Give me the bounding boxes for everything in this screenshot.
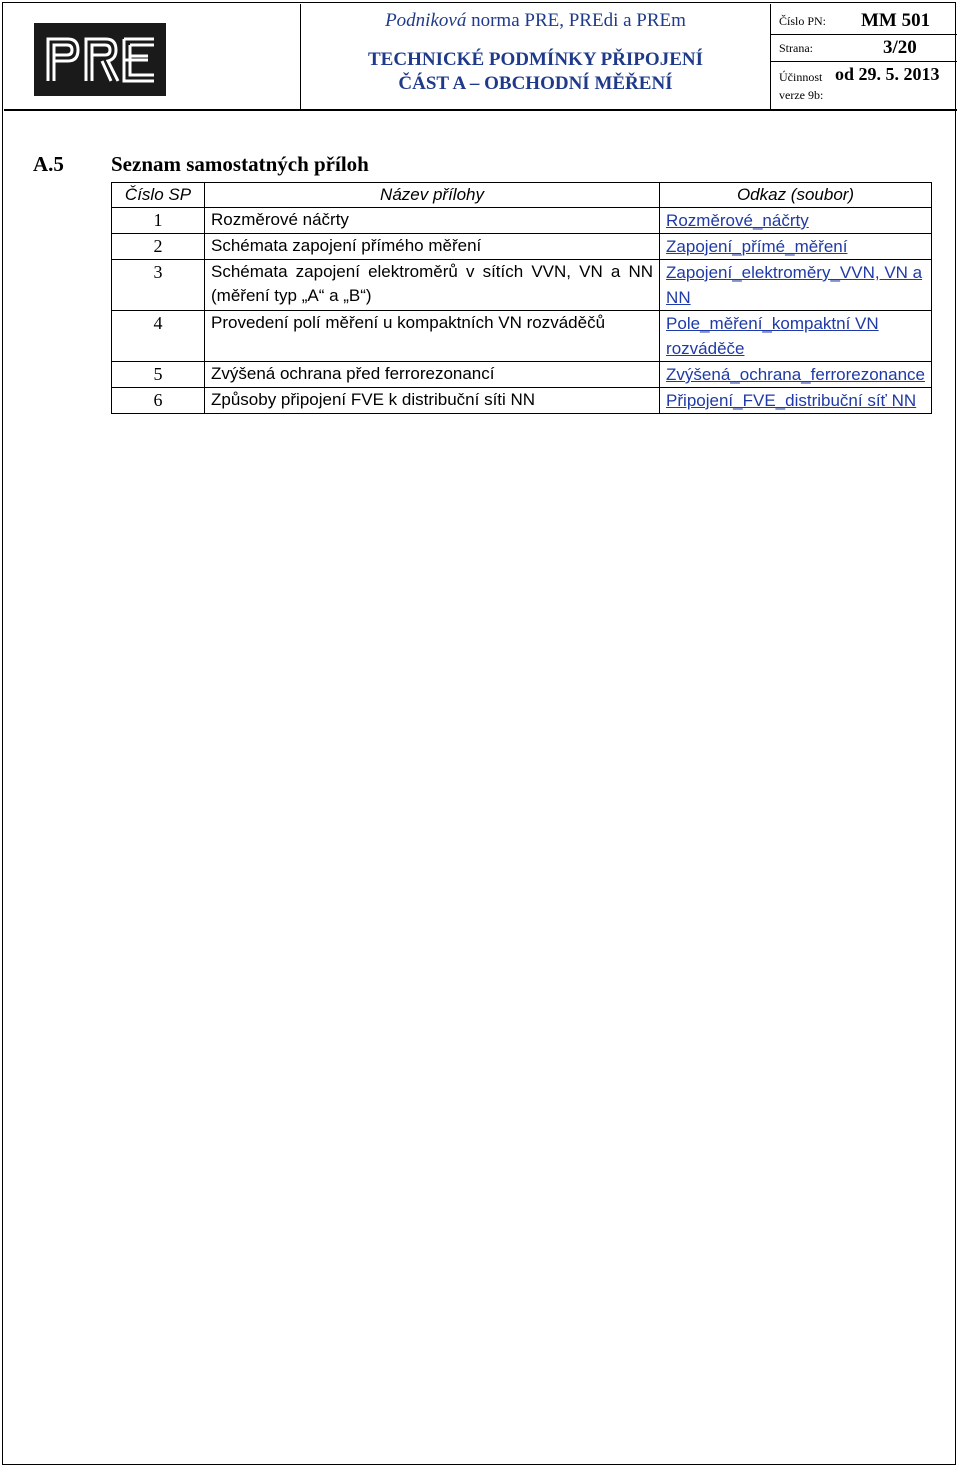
row-link-cell (660, 388, 932, 414)
row-name: Provedení polí měření u kompaktních VN rozváděčů (205, 311, 660, 362)
row-name: Způsoby připojení FVE k distribuční síti NN (205, 388, 660, 414)
row-number: 4 (112, 311, 205, 362)
row-name: Zvýšená ochrana před ferrorezonancí (205, 362, 660, 388)
meta-row-strana (779, 37, 951, 61)
section-title: Seznam samostatných příloh (111, 152, 369, 176)
table-row (112, 208, 932, 234)
table-row (112, 234, 932, 260)
attachment-link[interactable]: Zvýšená_ochrana_ferrorezonance (666, 365, 925, 384)
meta-divider (771, 61, 957, 62)
verze-label: verze 9b: (779, 88, 824, 102)
row-number: 1 (112, 208, 205, 234)
row-name: Schémata zapojení přímého měření (205, 234, 660, 260)
row-number: 6 (112, 388, 205, 414)
title-line-2: ČÁST A – OBCHODNÍ MĚŘENÍ (398, 73, 673, 94)
pre-logo (34, 23, 166, 96)
document-norm (301, 10, 770, 32)
attachment-link[interactable]: Pole_měření_kompaktní VN rozváděče (666, 314, 879, 358)
document-title (301, 48, 770, 96)
norm-rest: norma PRE, PREdi a PREm (466, 10, 686, 31)
column-header-link: Odkaz (soubor) (660, 183, 932, 208)
meta-row-cislo-pn (779, 10, 951, 34)
title-cell (301, 4, 771, 109)
row-number: 2 (112, 234, 205, 260)
section-number: A.5 (33, 152, 64, 176)
meta-cell (771, 4, 957, 109)
attachment-link[interactable]: Připojení_FVE_distribuční síť NN (666, 391, 917, 410)
table-header-row (112, 183, 932, 208)
row-link-cell (660, 234, 932, 260)
norm-prefix: Podniková (385, 10, 467, 31)
table-row (112, 260, 932, 311)
attachment-link[interactable]: Zapojení_přímé_měření (666, 237, 848, 256)
cislo-pn-label: Číslo PN: (779, 14, 827, 28)
row-link-cell (660, 208, 932, 234)
column-header-name: Název přílohy (205, 183, 660, 208)
row-link-cell (660, 311, 932, 362)
cislo-pn-value: MM 501 (861, 10, 931, 31)
section-heading (33, 152, 369, 177)
row-number: 3 (112, 260, 205, 311)
table-row (112, 388, 932, 414)
attachment-link[interactable]: Zapojení_elektroměry_VVN, VN a NN (666, 263, 923, 307)
meta-row-ucinnost (779, 64, 951, 104)
row-link-cell (660, 260, 932, 311)
logo-cell (4, 4, 301, 109)
column-header-number: Číslo SP (112, 183, 205, 208)
meta-divider (771, 34, 957, 35)
pre-logo-icon (34, 23, 166, 96)
attachment-link[interactable]: Rozměrové_náčrty (666, 211, 809, 230)
table-row (112, 362, 932, 388)
row-link-cell (660, 362, 932, 388)
document-header (4, 4, 957, 111)
strana-value: 3/20 (883, 37, 917, 58)
row-number: 5 (112, 362, 205, 388)
row-name: Rozměrové náčrty (205, 208, 660, 234)
strana-label: Strana: (779, 41, 813, 55)
table-row (112, 311, 932, 362)
ucinnost-value: od 29. 5. 2013 (835, 64, 940, 84)
title-line-1: TECHNICKÉ PODMÍNKY PŘIPOJENÍ (368, 49, 703, 70)
row-name: Schémata zapojení elektroměrů v sítích VVN, VN a NN (měření typ „A“ a „B“) (205, 260, 660, 311)
attachments-table (111, 182, 932, 414)
ucinnost-label: Účinnost (779, 70, 823, 84)
